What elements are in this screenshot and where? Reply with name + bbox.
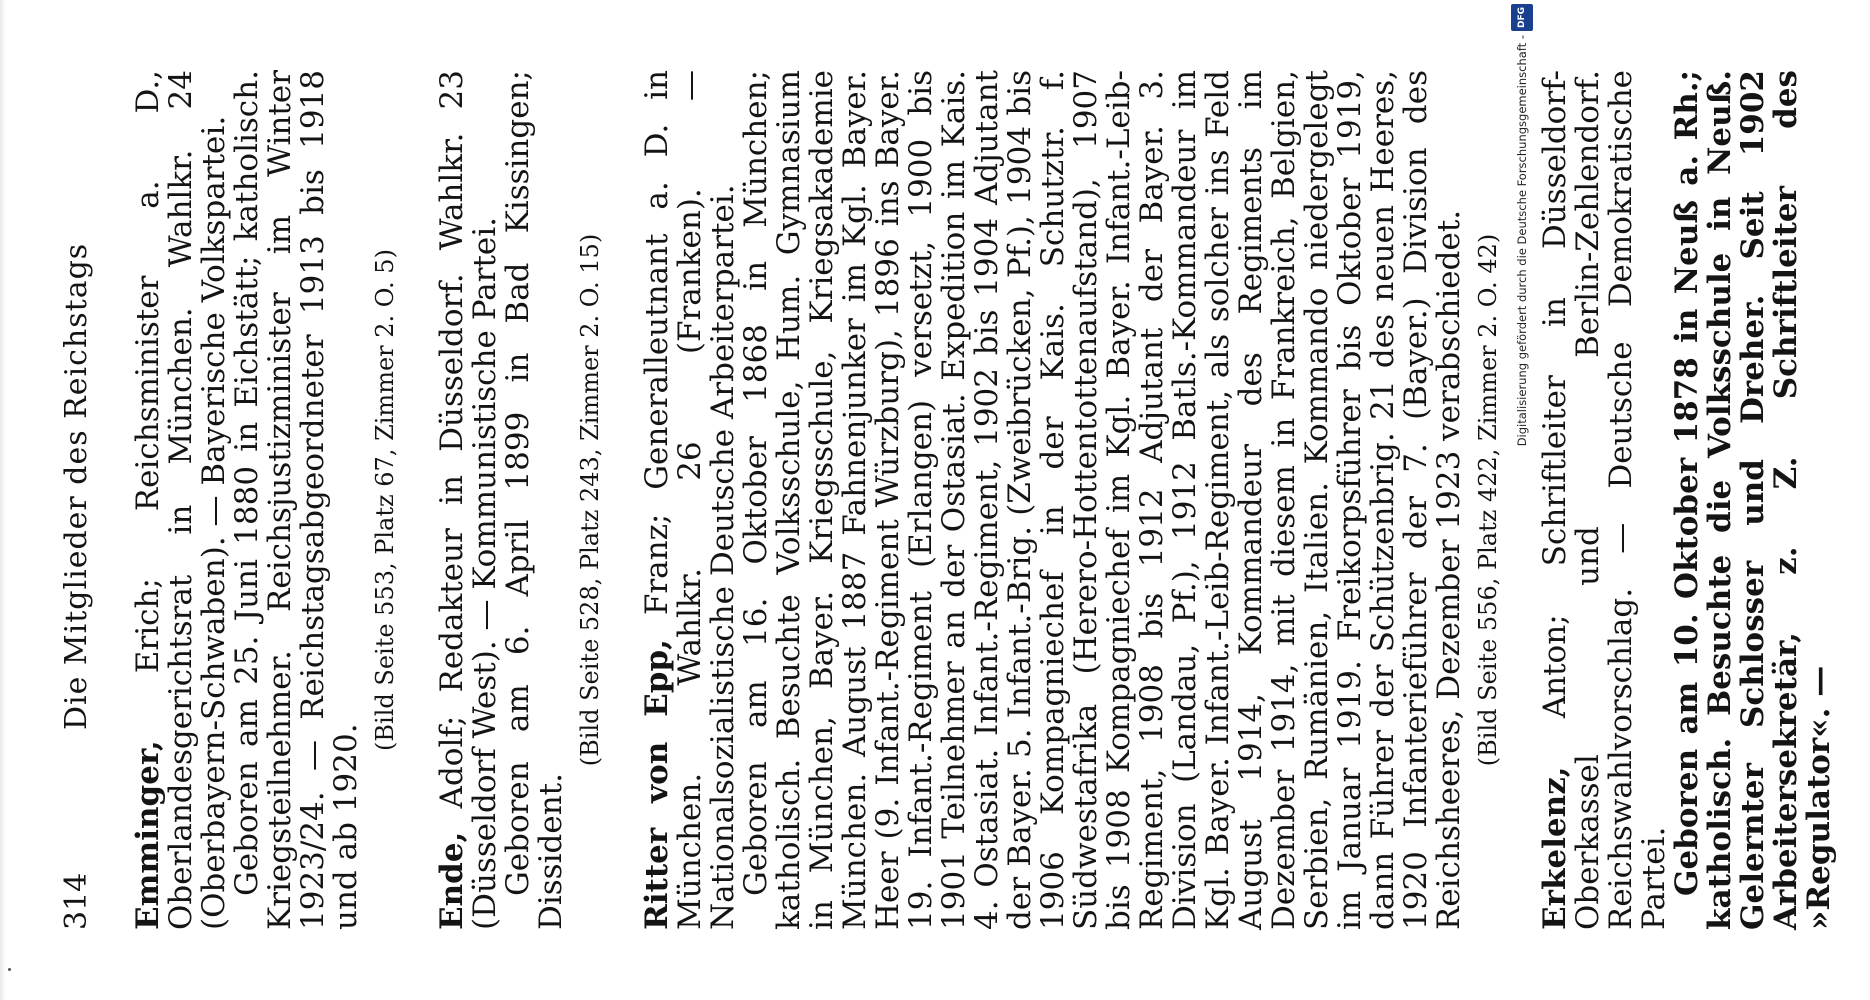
running-head bbox=[60, 70, 100, 930]
entry-bio: Geboren am 25. Juni 1880 in Eichstätt; katholisch. Kriegsteilnehmer. Reichsjustizminister im Winter 1923/24. — Reichstagsabgeordneter 1913 bis 1918 und ab 1920. bbox=[229, 70, 364, 930]
digitization-credit bbox=[1512, 0, 1532, 1000]
text-column bbox=[60, 70, 1870, 930]
entry-name: Ritter von Epp, bbox=[639, 639, 675, 930]
entry-bio: Geboren am 16. Oktober 1868 in München; katholisch. Besuchte Volksschule, Hum. Gymnasium in München, Bayer. Kriegsschule, Kriegsakademie München. August 1887 Fahnenjunker im Kgl. Bayer. Heer (9. Infant.-Regiment Würzburg), 1896 ins Bayer. 19. Infant.-Regiment (Erlangen) versetzt, 1900 bis 1901 Teilnehmer an der Ostasiat. Expedition im Kais. 4. Ostasiat. Infant.-Regiment, 1902 bis 1904 Adjutant der Bayer. 5. Infant.-Brig. (Zweibrücken, Pf.), 1904 bis 1906 Kompagniechef in der Kais. Schutztr. f. Südwestafrika (Herero-Hottentottenaufstand), 1907 bis 1908 Kompagniechef im Kgl. Bayer. Infant.-Leib-Regiment, 1908 bis 1912 Adjutant der Bayer. 3. Division (Landau, Pf.), 1912 Batls.-Kommandeur im Kgl. Bayer. Infant.-Leib-Regiment, als solcher ins Feld August 1914, Kommandeur des Regiments im Dezember 1914, mit diesem in Frankreich, Belgien, Serbien, Rumänien, Italien. Kommando niedergelegt im Januar 1919. Freikorpsführer bis Oktober 1919, dann Führer der Schützenbrig. 21 des neuen Heeres, 1920 Infanterieführer der 7. (Bayer.) Division des Reichsheeres, Dezember 1923 verabschiedet. bbox=[738, 70, 1467, 930]
page-title: Die Mitglieder des Reichstags bbox=[59, 242, 94, 730]
entry-ende bbox=[436, 70, 607, 930]
entry-bio: Geboren am 10. Oktober 1878 in Neuß a. Rh.; katholisch. Besuchte die Volksschule in Neuß. Gelernter Schlosser und Dreher. Seit 1902 Arbeitersekretär, z. Z. Schriftleiter des »Regulator«. — bbox=[1669, 70, 1837, 930]
page-number: 314 bbox=[59, 872, 94, 930]
entry-intro: Franz; Generalleutnant a. D. in München. Wahlkr. 26 (Franken). — Nationalsozialistische Deutsche Arbeiterpartei. bbox=[639, 70, 741, 930]
entry-intro: Anton; Schriftleiter in Düsseldorf-Oberkassel und Berlin-Zehlendorf. Reichswahlvorschlag. — Deutsche Demokratische Partei. bbox=[1537, 70, 1672, 930]
entry-erkelenz bbox=[1539, 70, 1836, 930]
entry-head bbox=[132, 70, 231, 930]
entry-head bbox=[436, 70, 502, 930]
picture-reference: (Bild Seite 528, Platz 243, Zimmer 2. O. 15) bbox=[576, 233, 604, 767]
picture-reference: (Bild Seite 556, Platz 422, Zimmer 2. O. 42) bbox=[1474, 233, 1502, 767]
entry-name: Emminger, bbox=[130, 740, 166, 930]
entry-head bbox=[641, 70, 740, 930]
entry-name: Erkelenz, bbox=[1537, 766, 1573, 930]
entry-bio: Geboren am 6. April 1899 in Bad Kissingen; Dissident. bbox=[500, 70, 569, 930]
picture-reference: (Bild Seite 553, Platz 67, Zimmer 2. O. 5) bbox=[371, 249, 399, 751]
dfg-logo-icon: DFG bbox=[1511, 4, 1533, 31]
entry-head bbox=[1539, 70, 1671, 930]
credit-text: Digitalisierung gefördert durch die Deutsche Forschungsgemeinschaft - bbox=[1515, 35, 1529, 447]
entry-intro: Erich; Reichsminister a. D., Oberlandesgerichtsrat in München. Wahlkr. 24 (Oberbayern-Schwaben). — Bayerische Volkspartei. bbox=[130, 70, 232, 930]
entry-intro: Adolf; Redakteur in Düsseldorf. Wahlkr. 23 (Düsseldorf West). — Kommunistische Partei. bbox=[434, 70, 503, 930]
entry-name: Ende, bbox=[434, 831, 470, 930]
entry-emminger bbox=[132, 70, 402, 930]
entry-epp bbox=[641, 70, 1505, 930]
